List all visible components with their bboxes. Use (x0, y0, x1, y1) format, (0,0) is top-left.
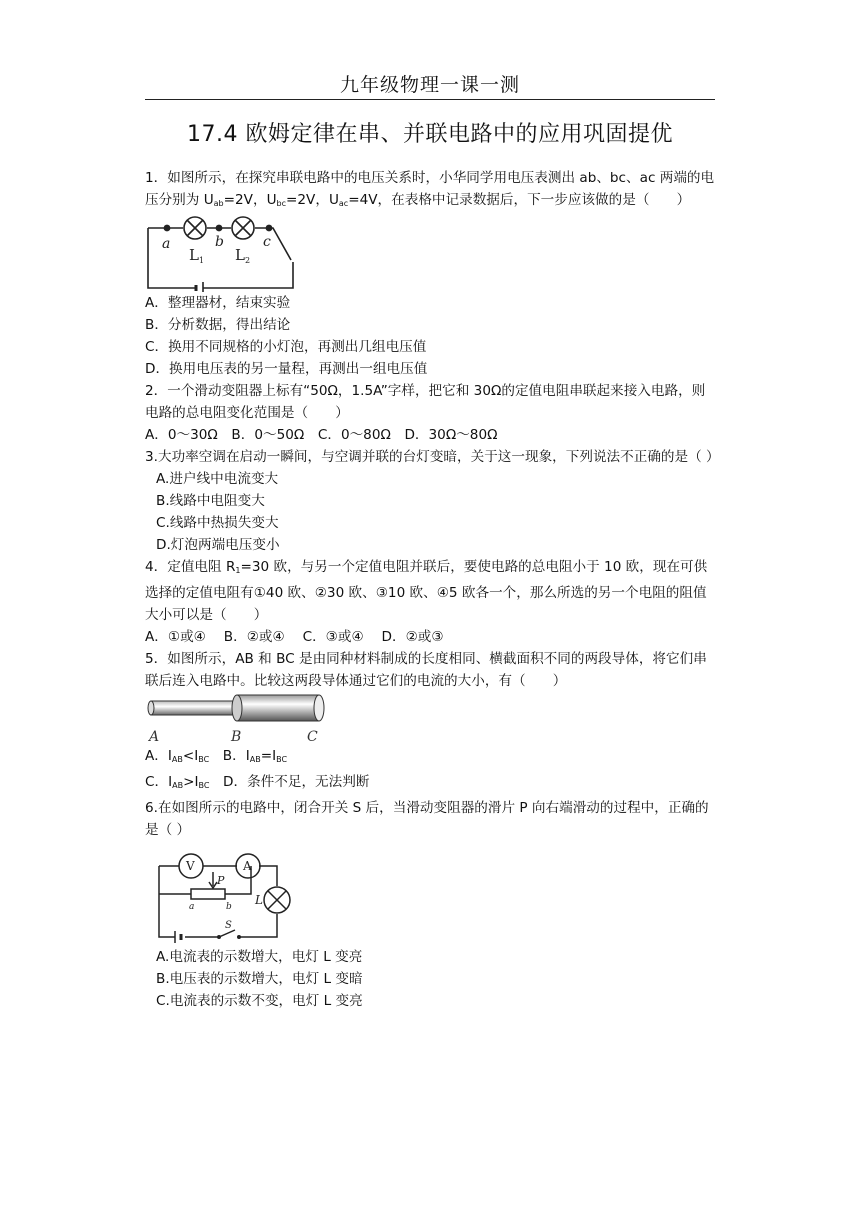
point-c-label: c (263, 234, 271, 250)
rheostat-end-b-label: b (226, 902, 232, 912)
lamp-l-label: L (255, 893, 263, 907)
question-3-option-d[interactable]: D.灯泡两端电压变小 (156, 537, 280, 553)
question-2-stem: 2．一个滑动变阻器上标有“50Ω，1.5A”字样，把它和 30Ω的定值电阻串联起来接入电路，则电路的总电阻变化范围是（ ） (145, 383, 706, 421)
question-3-option-c[interactable]: C.线路中热损失变大 (156, 515, 279, 531)
lamp-l2-label: $L_2$ (235, 246, 251, 265)
rheostat-circuit-figure (151, 842, 301, 946)
question-1-option-b[interactable]: B．分析数据，得出结论 (145, 317, 291, 333)
question-3-option-a[interactable]: A.进户线中电流变大 (156, 471, 279, 487)
joint-b-label: B (231, 729, 242, 745)
slider-p-label: P (217, 874, 225, 887)
page-header: 九年级物理一课一测 (339, 74, 520, 96)
header-divider (145, 99, 715, 100)
question-5-options-cd[interactable]: C．$I_{AB}>I_{BC}$ D．条件不足，无法判断 (145, 774, 370, 790)
question-4-options[interactable]: A．①或④ B．②或④ C．③或④ D．②或③ (145, 629, 444, 645)
question-5-options-ab[interactable]: A．$I_{AB}<I_{BC}$ B．$I_{AB}=I_{BC}$ (145, 748, 288, 764)
lamp-l1-label: $L_1$ (189, 246, 205, 265)
worksheet-title: 17.4 欧姆定律在串、并联电路中的应用巩固提优 (187, 122, 673, 147)
point-b-label: b (215, 234, 224, 250)
switch-s-label: S (225, 920, 232, 931)
questions (145, 167, 720, 1012)
series-circuit-figure (145, 216, 305, 292)
ammeter-label: A (243, 859, 252, 873)
rheostat-end-a-label: a (189, 902, 195, 912)
voltmeter-label: V (186, 859, 195, 873)
question-3-stem: 3.大功率空调在启动一瞬间，与空调并联的台灯变暗，关于这一现象，下列说法不正确的是（ ） (145, 449, 720, 465)
question-4-stem: 4．定值电阻 $R_1=30$ 欧，与另一个定值电阻并联后，要使电路的总电阻小于 10 欧，现在可供选择的定值电阻有①40 欧、②30 欧、③10 欧、④5 欧各一个，那么所选的另一个电阻的阻值大小可以是（ ） (145, 559, 708, 623)
question-1-option-c[interactable]: C．换用不同规格的小灯泡，再测出几组电压值 (145, 339, 427, 355)
question-1-stem: 1．如图所示，在探究串联电路中的电压关系时，小华同学用电压表测出 ab、bc、ac 两端的电压分别为 $U_{ab}=2V$，$U_{bc}=2V$，$U_{ac}=4V$，在表格中记录数据后，下一步应该做的是（ ） (145, 170, 715, 208)
question-3-option-b[interactable]: B.线路中电阻变大 (156, 493, 265, 509)
question-2-options[interactable]: A．0～30Ω B．0～50Ω C．0～80Ω D．30Ω～80Ω (145, 427, 498, 443)
question-6-option-a[interactable]: A.电流表的示数增大，电灯 L 变亮 (156, 949, 363, 965)
question-1-option-d[interactable]: D．换用电压表的另一量程，再测出一组电压值 (145, 361, 428, 377)
question-1-option-a[interactable]: A．整理器材，结束实验 (145, 295, 291, 311)
question-6-option-c[interactable]: C.电流表的示数不变，电灯 L 变亮 (156, 993, 363, 1009)
end-c-label: C (307, 729, 318, 745)
point-a-label: a (162, 236, 171, 252)
question-6-option-b[interactable]: B.电压表的示数增大，电灯 L 变暗 (156, 971, 363, 987)
question-5-stem: 5．如图所示，AB 和 BC 是由同种材料制成的长度相同、横截面积不同的两段导体，将它们串联后连入电路中。比较这两段导体通过它们的电流的大小，有（ ） (145, 651, 707, 689)
question-6-stem: 6.在如图所示的电路中，闭合开关 S 后，当滑动变阻器的滑片 P 向右端滑动的过程中，正确的是（ ） (145, 800, 709, 838)
conductor-figure (145, 693, 335, 745)
end-a-label: A (149, 729, 160, 745)
